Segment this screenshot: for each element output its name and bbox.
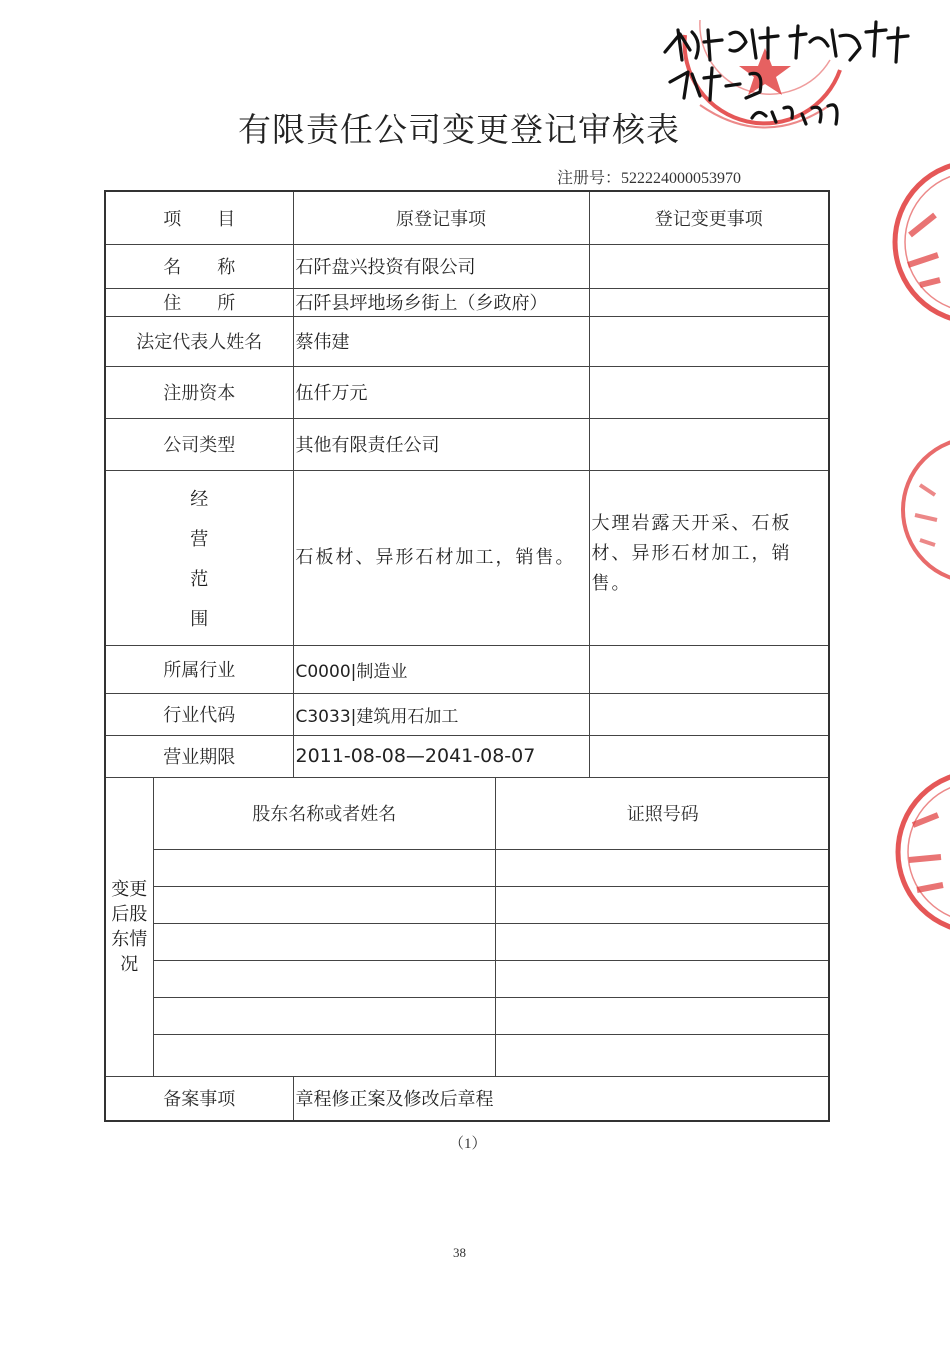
filing-label: 备案事项 bbox=[105, 1076, 293, 1121]
row-type-changed bbox=[589, 418, 829, 470]
page-label: （1） bbox=[449, 1136, 487, 1152]
shareholder-name-header: 股东名称或者姓名 bbox=[154, 778, 496, 850]
scope-label-char: 经 bbox=[190, 488, 209, 510]
filing-value: 章程修正案及修改后章程 bbox=[293, 1076, 829, 1121]
row-industry-code-changed bbox=[589, 693, 829, 735]
edge-seal-stamp bbox=[893, 765, 950, 940]
row-industry-original: C0000|制造业 bbox=[293, 645, 589, 693]
shareholder-name-cell bbox=[154, 998, 496, 1035]
row-address-label: 住 所 bbox=[105, 288, 293, 316]
shareholder-name-cell bbox=[154, 1035, 496, 1076]
edge-seal-stamp bbox=[895, 435, 950, 585]
side-label-line: 东情 bbox=[111, 928, 148, 950]
shareholders-table bbox=[154, 778, 830, 1076]
scope-label-char: 围 bbox=[190, 608, 209, 630]
row-legal-rep-changed bbox=[589, 316, 829, 366]
review-table bbox=[104, 190, 830, 1122]
row-name-original: 石阡盘兴投资有限公司 bbox=[293, 244, 589, 288]
row-term-changed bbox=[589, 735, 829, 777]
row-term-label: 营业期限 bbox=[105, 735, 293, 777]
document-title: 有限责任公司变更登记审核表 bbox=[238, 110, 680, 149]
shareholder-id-cell bbox=[496, 1035, 830, 1076]
row-type-label: 公司类型 bbox=[105, 418, 293, 470]
row-address-changed bbox=[589, 288, 829, 316]
shareholder-id-cell bbox=[496, 998, 830, 1035]
scope-label-char: 范 bbox=[190, 568, 209, 590]
row-capital-changed bbox=[589, 366, 829, 418]
registration-number bbox=[557, 165, 741, 188]
row-industry-code-label: 行业代码 bbox=[105, 693, 293, 735]
shareholder-name-cell bbox=[154, 887, 496, 924]
row-name-label: 名 称 bbox=[105, 244, 293, 288]
row-industry-code-original: C3033|建筑用石加工 bbox=[293, 693, 589, 735]
side-label-line: 况 bbox=[120, 953, 139, 975]
shareholder-name-cell bbox=[154, 961, 496, 998]
registration-label: 注册号： bbox=[557, 170, 622, 187]
side-label-line: 变更 bbox=[111, 878, 148, 900]
scope-label-char: 营 bbox=[190, 528, 209, 550]
registration-value: 522224000053970 bbox=[621, 170, 742, 187]
shareholder-name-cell bbox=[154, 924, 496, 961]
row-name-changed bbox=[589, 244, 829, 288]
shareholders-grid bbox=[153, 777, 829, 1076]
row-scope-changed: 大理岩露天开采、石板材、异形石材加工，销售。 bbox=[589, 470, 829, 645]
shareholder-id-cell bbox=[496, 961, 830, 998]
shareholder-id-cell bbox=[496, 887, 830, 924]
row-industry-changed bbox=[589, 645, 829, 693]
header-original: 原登记事项 bbox=[293, 191, 589, 244]
row-legal-rep-original: 蔡伟建 bbox=[293, 316, 589, 366]
shareholder-id-header: 证照号码 bbox=[496, 778, 830, 850]
page-number: 38 bbox=[453, 1245, 466, 1260]
side-label-line: 后股 bbox=[111, 903, 148, 925]
row-scope-label bbox=[105, 470, 293, 645]
row-term-original: 2011-08-08—2041-08-07 bbox=[293, 735, 589, 777]
edge-seal-stamp bbox=[890, 155, 950, 330]
row-legal-rep-label: 法定代表人姓名 bbox=[105, 316, 293, 366]
shareholder-id-cell bbox=[496, 850, 830, 887]
header-changed: 登记变更事项 bbox=[589, 191, 829, 244]
row-industry-label: 所属行业 bbox=[105, 645, 293, 693]
header-item: 项 目 bbox=[105, 191, 293, 244]
row-scope-original: 石板材、异形石材加工，销售。 bbox=[293, 470, 589, 645]
row-capital-label: 注册资本 bbox=[105, 366, 293, 418]
row-capital-original: 伍仟万元 bbox=[293, 366, 589, 418]
shareholders-side-label bbox=[105, 777, 153, 1076]
handwritten-annotation bbox=[660, 12, 920, 142]
shareholder-name-cell bbox=[154, 850, 496, 887]
row-type-original: 其他有限责任公司 bbox=[293, 418, 589, 470]
shareholder-id-cell bbox=[496, 924, 830, 961]
row-address-original: 石阡县坪地场乡街上（乡政府） bbox=[293, 288, 589, 316]
